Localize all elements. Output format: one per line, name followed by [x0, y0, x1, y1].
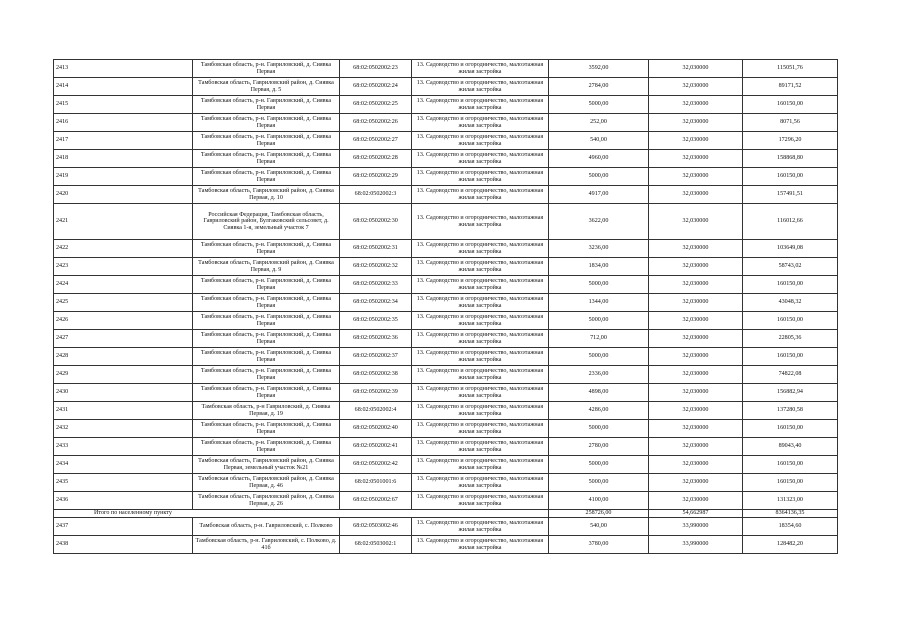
row-cadastral-value: 22805,36: [743, 330, 838, 348]
row-cadastral-value: 160150,00: [743, 96, 838, 114]
row-area: 4960,00: [549, 150, 649, 168]
row-area: 712,00: [549, 330, 649, 348]
row-cadastral-value: 158868,80: [743, 150, 838, 168]
row-address: Тамбовская область, р-н. Гавриловский, д. Сиявка Первая: [193, 330, 340, 348]
row-area: 5000,00: [549, 276, 649, 294]
row-specific-value: 32,030000: [649, 330, 743, 348]
row-cadastral-number: 68:02:0502002:27: [340, 132, 412, 150]
row-address: Тамбовская область, р-н. Гавриловский, д. Сиявка Первая: [193, 240, 340, 258]
row-cadastral-number: 68:02:0502002:31: [340, 240, 412, 258]
total-row: [54, 510, 838, 518]
table-row: [54, 294, 838, 312]
row-address: Тамбовская область, Гавриловский район, д. Сиявка Первая, д. 26: [193, 492, 340, 510]
row-cadastral-number: 68:02:0502002:28: [340, 150, 412, 168]
row-area: 1344,00: [549, 294, 649, 312]
table-row: [54, 420, 838, 438]
row-number: 2436: [54, 492, 193, 510]
row-land-use: 13. Садоводство и огородничество, малоэтажная жилая застройка: [412, 474, 549, 492]
row-address: Российская Федерация, Тамбовская область, Гавриловский район, Булгаковский сельсовет, д. Сиявка 1-я, земельный участок 7: [193, 204, 340, 240]
row-specific-value: 32,030000: [649, 186, 743, 204]
row-land-use: 13. Садоводство и огородничество, малоэтажная жилая застройка: [412, 168, 549, 186]
row-land-use: 13. Садоводство и огородничество, малоэтажная жилая застройка: [412, 492, 549, 510]
row-area: 540,00: [549, 132, 649, 150]
row-area: 5000,00: [549, 348, 649, 366]
row-number: 2434: [54, 456, 193, 474]
row-land-use: 13. Садоводство и огородничество, малоэтажная жилая застройка: [412, 456, 549, 474]
row-cadastral-number: 68:02:0502002:42: [340, 456, 412, 474]
table-row: [54, 438, 838, 456]
row-number: 2437: [54, 518, 193, 536]
row-specific-value: 32,030000: [649, 150, 743, 168]
row-number: 2421: [54, 204, 193, 240]
row-land-use: 13. Садоводство и огородничество, малоэтажная жилая застройка: [412, 150, 549, 168]
row-number: 2413: [54, 60, 193, 78]
row-cadastral-value: 157491,51: [743, 186, 838, 204]
row-number: 2415: [54, 96, 193, 114]
row-specific-value: 32,030000: [649, 348, 743, 366]
total-specific-value: 54,662987: [649, 510, 743, 518]
row-land-use: 13. Садоводство и огородничество, малоэтажная жилая застройка: [412, 204, 549, 240]
row-land-use: 13. Садоводство и огородничество, малоэтажная жилая застройка: [412, 536, 549, 554]
row-cadastral-number: 68:02:0503002:46: [340, 518, 412, 536]
row-number: 2428: [54, 348, 193, 366]
row-cadastral-number: 68:02:0502002:39: [340, 384, 412, 402]
row-address: Тамбовская область, р-н Гавриловский, д. Сиявка Первая, д. 19: [193, 402, 340, 420]
table-row: [54, 78, 838, 96]
row-area: 5000,00: [549, 420, 649, 438]
row-cadastral-value: 160150,00: [743, 312, 838, 330]
row-number: 2414: [54, 78, 193, 96]
row-address: Тамбовская область, р-н. Гавриловский, д. Сиявка Первая: [193, 60, 340, 78]
row-land-use: 13. Садоводство и огородничество, малоэтажная жилая застройка: [412, 114, 549, 132]
row-number: 2438: [54, 536, 193, 554]
row-cadastral-number: 68:02:0502002:3: [340, 186, 412, 204]
row-cadastral-value: 8071,56: [743, 114, 838, 132]
row-specific-value: 32,030000: [649, 438, 743, 456]
row-area: 5000,00: [549, 168, 649, 186]
row-number: 2416: [54, 114, 193, 132]
row-address: Тамбовская область, р-н. Гавриловский, д. Сиявка Первая: [193, 276, 340, 294]
row-cadastral-value: 116012,66: [743, 204, 838, 240]
row-area: 2336,00: [549, 366, 649, 384]
row-area: 3592,00: [549, 60, 649, 78]
row-cadastral-number: 68:02:0502002:32: [340, 258, 412, 276]
row-number: 2431: [54, 402, 193, 420]
row-land-use: 13. Садоводство и огородничество, малоэтажная жилая застройка: [412, 78, 549, 96]
table-row: [54, 114, 838, 132]
row-cadastral-number: 68:02:0502002:36: [340, 330, 412, 348]
row-land-use: 13. Садоводство и огородничество, малоэтажная жилая застройка: [412, 294, 549, 312]
row-land-use: 13. Садоводство и огородничество, малоэтажная жилая застройка: [412, 518, 549, 536]
row-cadastral-value: 115051,76: [743, 60, 838, 78]
row-cadastral-number: 68:02:0502002:30: [340, 204, 412, 240]
row-address: Тамбовская область, Гавриловский район, д. Сиявка Первая, д. 46: [193, 474, 340, 492]
row-land-use: 13. Садоводство и огородничество, малоэтажная жилая застройка: [412, 402, 549, 420]
row-cadastral-number: 68:02:0502002:37: [340, 348, 412, 366]
row-address: Тамбовская область, р-н. Гавриловский, с. Полково, д. 41б: [193, 536, 340, 554]
row-land-use: 13. Садоводство и огородничество, малоэтажная жилая застройка: [412, 348, 549, 366]
row-cadastral-value: 89043,40: [743, 438, 838, 456]
row-number: 2417: [54, 132, 193, 150]
table-row: [54, 518, 838, 536]
row-cadastral-number: 68:02:0502002:26: [340, 114, 412, 132]
row-cadastral-value: 131323,00: [743, 492, 838, 510]
row-cadastral-value: 137280,58: [743, 402, 838, 420]
row-address: Тамбовская область, р-н. Гавриловский, д. Сиявка Первая: [193, 312, 340, 330]
table-row: [54, 168, 838, 186]
row-specific-value: 32,030000: [649, 114, 743, 132]
row-number: 2425: [54, 294, 193, 312]
row-specific-value: 32,030000: [649, 240, 743, 258]
row-cadastral-value: 43048,32: [743, 294, 838, 312]
row-cadastral-number: 68:02:0501001:6: [340, 474, 412, 492]
row-cadastral-value: 160150,00: [743, 456, 838, 474]
row-address: Тамбовская область, р-н. Гавриловский, д. Сиявка Первая: [193, 348, 340, 366]
row-address: Тамбовская область, р-н. Гавриловский, д. Сиявка Первая: [193, 150, 340, 168]
row-land-use: 13. Садоводство и огородничество, малоэтажная жилая застройка: [412, 438, 549, 456]
row-specific-value: 32,030000: [649, 456, 743, 474]
row-area: 1834,00: [549, 258, 649, 276]
row-specific-value: 32,030000: [649, 420, 743, 438]
row-cadastral-value: 160150,00: [743, 420, 838, 438]
row-cadastral-number: 68:02:0502002:41: [340, 438, 412, 456]
row-land-use: 13. Садоводство и огородничество, малоэтажная жилая застройка: [412, 366, 549, 384]
row-cadastral-value: 17296,20: [743, 132, 838, 150]
table-row: [54, 536, 838, 554]
row-number: 2419: [54, 168, 193, 186]
row-number: 2427: [54, 330, 193, 348]
row-land-use: 13. Садоводство и огородничество, малоэтажная жилая застройка: [412, 420, 549, 438]
table-row: [54, 240, 838, 258]
row-cadastral-number: 68:02:0502002:23: [340, 60, 412, 78]
row-cadastral-number: 68:02:0502002:40: [340, 420, 412, 438]
row-land-use: 13. Садоводство и огородничество, малоэтажная жилая застройка: [412, 330, 549, 348]
row-address: Тамбовская область, Гавриловский район, д. Сиявка Первая, д. 5: [193, 78, 340, 96]
row-land-use: 13. Садоводство и огородничество, малоэтажная жилая застройка: [412, 384, 549, 402]
row-area: 5000,00: [549, 474, 649, 492]
row-number: 2424: [54, 276, 193, 294]
row-number: 2422: [54, 240, 193, 258]
row-cadastral-value: 18354,60: [743, 518, 838, 536]
row-area: 5000,00: [549, 456, 649, 474]
row-area: 2784,00: [549, 78, 649, 96]
row-cadastral-value: 160150,00: [743, 276, 838, 294]
row-area: 540,00: [549, 518, 649, 536]
row-address: Тамбовская область, р-н. Гавриловский, д. Сиявка Первая: [193, 114, 340, 132]
row-specific-value: 32,030000: [649, 474, 743, 492]
row-specific-value: 32,030000: [649, 132, 743, 150]
table-row: [54, 330, 838, 348]
table-row: [54, 186, 838, 204]
row-specific-value: 32,030000: [649, 168, 743, 186]
row-number: 2423: [54, 258, 193, 276]
row-specific-value: 33,990000: [649, 536, 743, 554]
table-row: [54, 258, 838, 276]
row-cadastral-number: 68:02:0502002:29: [340, 168, 412, 186]
row-cadastral-number: 68:02:0502002:35: [340, 312, 412, 330]
table-row: [54, 150, 838, 168]
row-area: 5000,00: [549, 312, 649, 330]
row-specific-value: 32,030000: [649, 276, 743, 294]
table-row: [54, 402, 838, 420]
row-address: Тамбовская область, Гавриловский район, д. Сиявка Первая, д. 9: [193, 258, 340, 276]
row-land-use: 13. Садоводство и огородничество, малоэтажная жилая застройка: [412, 60, 549, 78]
row-specific-value: 32,030000: [649, 402, 743, 420]
row-area: 3622,00: [549, 204, 649, 240]
total-area: 258726,00: [549, 510, 649, 518]
row-address: Тамбовская область, р-н. Гавриловский, с. Полково: [193, 518, 340, 536]
total-label: Итого по населенному пункту: [54, 510, 549, 518]
row-number: 2426: [54, 312, 193, 330]
row-land-use: 13. Садоводство и огородничество, малоэтажная жилая застройка: [412, 240, 549, 258]
row-number: 2433: [54, 438, 193, 456]
row-area: 3236,00: [549, 240, 649, 258]
table-row: [54, 312, 838, 330]
table-row: [54, 474, 838, 492]
row-specific-value: 32,030000: [649, 258, 743, 276]
row-specific-value: 32,030000: [649, 312, 743, 330]
row-number: 2432: [54, 420, 193, 438]
row-specific-value: 32,030000: [649, 492, 743, 510]
row-cadastral-value: 160150,00: [743, 474, 838, 492]
table-row: [54, 348, 838, 366]
row-specific-value: 32,030000: [649, 384, 743, 402]
row-area: 2780,00: [549, 438, 649, 456]
cadastral-value-table: [53, 59, 838, 554]
row-cadastral-number: 68:02:0502002:24: [340, 78, 412, 96]
row-cadastral-number: 68:02:0503002:1: [340, 536, 412, 554]
row-address: Тамбовская область, р-н. Гавриловский, д. Сиявка Первая: [193, 168, 340, 186]
row-address: Тамбовская область, Гавриловский район, д. Сиявка Первая, д. 10: [193, 186, 340, 204]
row-area: 4286,00: [549, 402, 649, 420]
row-cadastral-value: 74822,08: [743, 366, 838, 384]
table-row: [54, 366, 838, 384]
row-cadastral-value: 160150,00: [743, 168, 838, 186]
row-area: 3780,00: [549, 536, 649, 554]
row-address: Тамбовская область, р-н. Гавриловский, д. Сиявка Первая: [193, 420, 340, 438]
row-number: 2430: [54, 384, 193, 402]
row-address: Тамбовская область, р-н. Гавриловский, д. Сиявка Первая: [193, 438, 340, 456]
table-row: [54, 132, 838, 150]
row-number: 2420: [54, 186, 193, 204]
row-specific-value: 32,030000: [649, 96, 743, 114]
row-area: 4917,00: [549, 186, 649, 204]
row-area: 4100,00: [549, 492, 649, 510]
row-specific-value: 32,030000: [649, 78, 743, 96]
row-land-use: 13. Садоводство и огородничество, малоэтажная жилая застройка: [412, 96, 549, 114]
row-number: 2435: [54, 474, 193, 492]
row-cadastral-value: 89171,52: [743, 78, 838, 96]
row-specific-value: 32,030000: [649, 204, 743, 240]
table-row: [54, 492, 838, 510]
row-cadastral-value: 58743,02: [743, 258, 838, 276]
row-address: Тамбовская область, р-н. Гавриловский, д. Сиявка Первая: [193, 132, 340, 150]
table-row: [54, 456, 838, 474]
row-area: 252,00: [549, 114, 649, 132]
total-cadastral-value: 8364136,35: [743, 510, 838, 518]
row-land-use: 13. Садоводство и огородничество, малоэтажная жилая застройка: [412, 312, 549, 330]
row-address: Тамбовская область, р-н. Гавриловский, д. Сиявка Первая: [193, 384, 340, 402]
row-cadastral-number: 68:02:0502002:38: [340, 366, 412, 384]
table-row: [54, 384, 838, 402]
row-address: Тамбовская область, Гавриловский район, д. Сиявка Первая, земельный участок №21: [193, 456, 340, 474]
row-land-use: 13. Садоводство и огородничество, малоэтажная жилая застройка: [412, 258, 549, 276]
row-area: 5000,00: [549, 96, 649, 114]
table-row: [54, 60, 838, 78]
row-land-use: 13. Садоводство и огородничество, малоэтажная жилая застройка: [412, 186, 549, 204]
row-area: 4898,00: [549, 384, 649, 402]
table-row: [54, 96, 838, 114]
row-specific-value: 32,030000: [649, 294, 743, 312]
row-number: 2418: [54, 150, 193, 168]
row-cadastral-number: 68:02:0502002:34: [340, 294, 412, 312]
row-specific-value: 32,030000: [649, 366, 743, 384]
row-number: 2429: [54, 366, 193, 384]
row-address: Тамбовская область, р-н. Гавриловский, д. Сиявка Первая: [193, 366, 340, 384]
row-specific-value: 32,030000: [649, 60, 743, 78]
row-cadastral-number: 68:02:0502002:33: [340, 276, 412, 294]
row-address: Тамбовская область, р-н. Гавриловский, д. Сиявка Первая: [193, 96, 340, 114]
table-row: [54, 204, 838, 240]
row-cadastral-number: 68:02:0502002:25: [340, 96, 412, 114]
row-specific-value: 33,990000: [649, 518, 743, 536]
row-cadastral-value: 128482,20: [743, 536, 838, 554]
row-cadastral-value: 156882,94: [743, 384, 838, 402]
row-cadastral-value: 160150,00: [743, 348, 838, 366]
row-land-use: 13. Садоводство и огородничество, малоэтажная жилая застройка: [412, 276, 549, 294]
row-address: Тамбовская область, р-н. Гавриловский, д. Сиявка Первая: [193, 294, 340, 312]
table-row: [54, 276, 838, 294]
row-land-use: 13. Садоводство и огородничество, малоэтажная жилая застройка: [412, 132, 549, 150]
row-cadastral-number: 68:02:0502002:4: [340, 402, 412, 420]
row-cadastral-number: 68:02:0502002:67: [340, 492, 412, 510]
row-cadastral-value: 103649,08: [743, 240, 838, 258]
